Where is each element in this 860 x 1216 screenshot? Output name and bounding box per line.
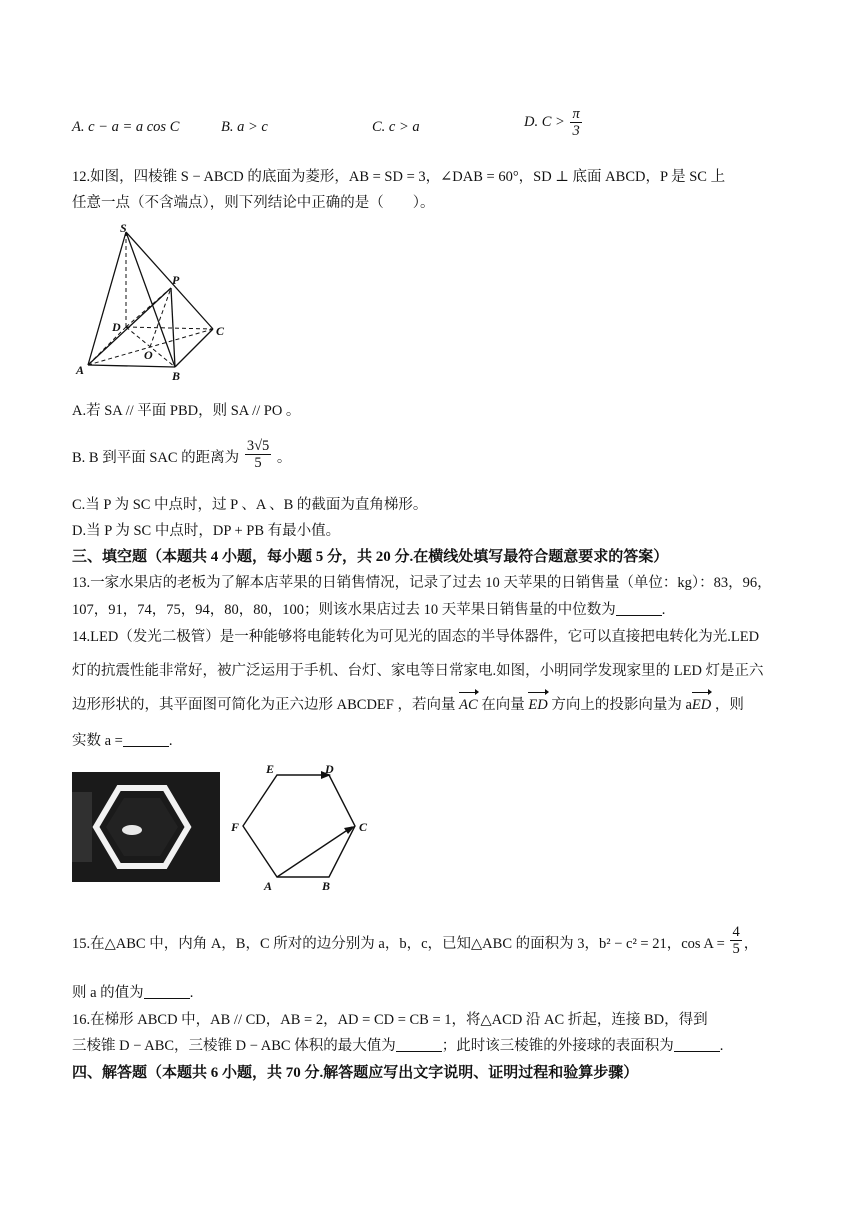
q12-option-c: C.当 P 为 SC 中点时，过 P 、A 、B 的截面为直角梯形。	[72, 497, 428, 513]
q12-option-d: D.当 P 为 SC 中点时，DP + PB 有最小值。	[72, 523, 341, 539]
q11-option-d-fraction: $\frac{\pi}{3}$	[572, 106, 580, 139]
q14-line3: 边形形状的，其平面图可简化为正六边形 ABCDEF ，若向量 AC 在向量 ED 方向上的投影向量为 aED ，则	[72, 694, 794, 716]
hex-label-b: B	[322, 879, 331, 893]
q16-answer-blank-2	[674, 1037, 720, 1052]
edge-pb	[171, 288, 175, 367]
q16-line2: 三棱锥 D − ABC，三棱锥 D − ABC 体积的最大值为 ；此时该三棱锥的外接球的表面积为 .	[72, 1038, 724, 1054]
q12-option-b-fraction: $\frac{3√5}{5}$	[246, 438, 270, 471]
q13-answer-blank	[616, 601, 662, 616]
edge-sc	[126, 232, 213, 329]
q13-line2: 107，91，74，75，94，80，80，100；则该水果店过去 10 天苹果日销售量的中位数为 .	[72, 602, 666, 618]
q15-answer-blank	[144, 984, 190, 999]
vector-ed-2: ED	[692, 694, 711, 716]
hex-label-f: F	[231, 820, 240, 834]
hexagon-figure	[228, 760, 378, 895]
label-b: B	[172, 369, 181, 383]
q12-stem-line2: 任意一点（不含端点），则下列结论中正确的是（ ）。	[72, 195, 435, 211]
hex-label-a: A	[264, 879, 273, 893]
q11-option-d: D. C > $\frac{\pi}{3}$	[524, 106, 580, 139]
q12-stem-line1: 12.如图，四棱锥 S − ABCD 的底面为菱形，AB = SD = 3，∠DAB = 60°，SD ⊥ 底面 ABCD，P 是 SC 上	[72, 169, 726, 185]
edge-ab	[88, 365, 175, 367]
q12-option-b: B. B 到平面 SAC 的距离为 $\frac{3√5}{5}$ 。	[72, 438, 292, 471]
hex-label-d: D	[325, 762, 334, 776]
q14-line4: 实数 a = .	[72, 733, 173, 749]
edge-sa	[88, 232, 126, 365]
vector-ac-arrow	[277, 827, 352, 877]
q15-fraction: $\frac{4}{5}$	[732, 924, 740, 957]
q11-option-c: C. c > a	[372, 119, 420, 135]
section-3-heading: 三、填空题（本题共 4 小题，每小题 5 分，共 20 分.在横线处填写最符合题意要求的答案）	[72, 549, 669, 565]
edge-dc-hidden	[126, 327, 213, 329]
label-o: O	[144, 348, 153, 362]
q11-option-b: B. a > c	[221, 119, 268, 135]
edge-bc	[175, 329, 213, 367]
label-a: A	[76, 363, 85, 377]
q15-line1: 15.在△ABC 中，内角 A，B，C 所对的边分别为 a，b，c，已知△ABC 的面积为 3，b² − c² = 21，cos A = $\frac{4}{5}$ ，	[72, 924, 759, 957]
hex-label-e: E	[266, 762, 275, 776]
q11-option-a: A. c − a = a cos C	[72, 119, 180, 135]
q15-line2: 则 a 的值为 .	[72, 985, 194, 1001]
led-photo	[72, 772, 220, 882]
hex-label-c: C	[359, 820, 368, 834]
pyramid-figure	[70, 222, 240, 387]
q16-line1: 16.在梯形 ABCD 中，AB // CD，AB = 2，AD = CD = CB = 1，将△ACD 沿 AC 折起，连接 BD，得到	[72, 1012, 708, 1028]
q16-answer-blank-1	[396, 1037, 442, 1052]
vector-ac: AC	[459, 694, 478, 716]
label-s: S	[120, 222, 127, 235]
q13-line1: 13.一家水果店的老板为了解本店苹果的日销售情况，记录了过去 10 天苹果的日销售量（单位：kg）：83，96，	[72, 575, 772, 591]
q14-line2: 灯的抗震性能非常好，被广泛运用于手机、台灯、家电等日常家电.如图，小明同学发现家里的 LED 灯是正六	[72, 663, 764, 679]
led-photo-image	[72, 772, 220, 882]
section-4-heading: 四、解答题（本题共 6 小题，共 70 分.解答题应写出文字说明、证明过程和验算步骤）	[72, 1065, 639, 1081]
q12-option-a: A.若 SA // 平面 PBD，则 SA // PO 。	[72, 403, 301, 419]
vector-ed: ED	[528, 694, 547, 716]
label-d: D	[112, 320, 121, 334]
label-p: P	[172, 273, 180, 287]
q14-answer-blank	[123, 732, 169, 747]
label-c: C	[216, 324, 225, 338]
q14-line1: 14.LED（发光二极管）是一种能够将电能转化为可见光的固态的半导体器件，它可以直接把电转化为光.LED	[72, 629, 760, 645]
